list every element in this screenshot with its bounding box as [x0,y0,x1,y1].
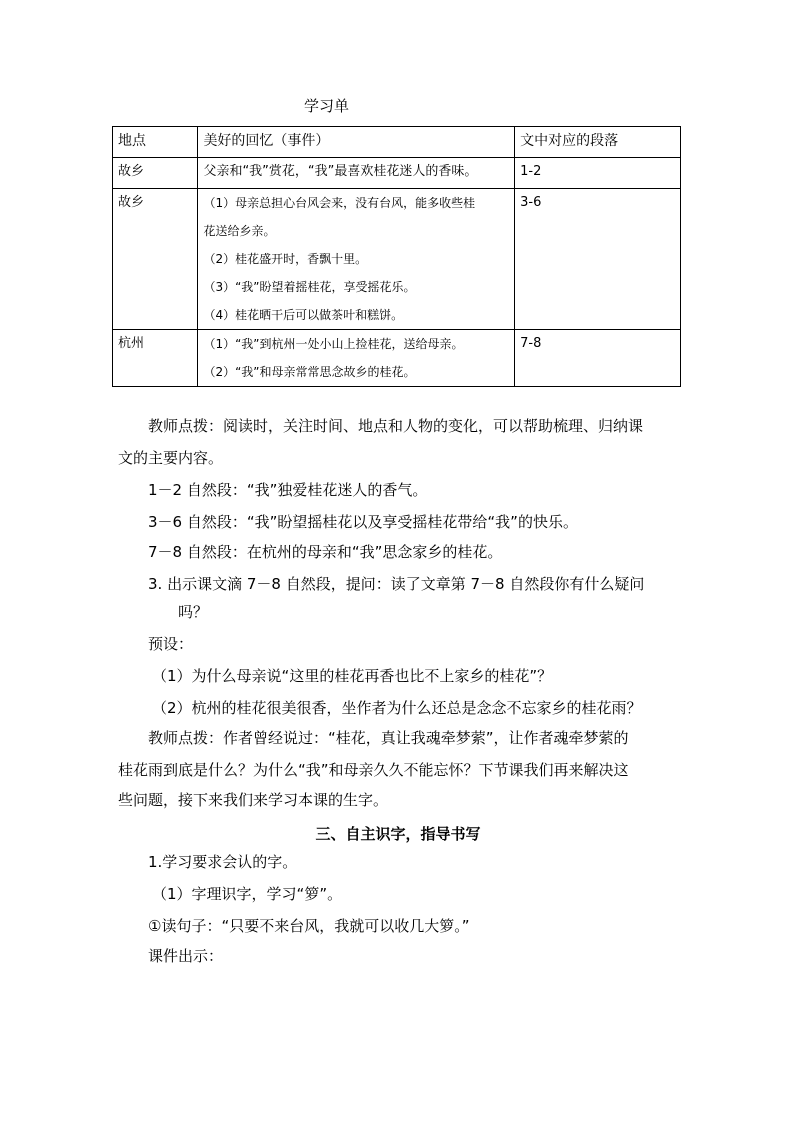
table-row [113,158,681,189]
cell-paragraphs: 1-2 [515,158,681,189]
table-title: 学习单 [304,97,350,115]
teacher-note-2-cont: 桂花雨到底是什么？为什么“我”和母亲久久不能忘怀？下节课我们再来解决这 [118,761,629,779]
cell-paragraphs: 7-8 [515,330,681,387]
section-heading: 三、自主识字，指导书写 [315,825,481,843]
cell-events [198,189,515,330]
courseware-label: 课件出示： [148,947,224,965]
event-line: （2）桂花盛开时，香飘十里。 [203,252,368,266]
event-line: （3）“我”盼望着摇桂花，享受摇花乐。 [203,280,416,294]
cell-place: 杭州 [113,330,198,387]
summary-1: 1－2 自然段：“我”独爱桂花迷人的香气。 [148,481,428,499]
table-row [113,330,681,387]
summary-2: 3－6 自然段：“我”盼望摇桂花以及享受摇桂花带给“我”的快乐。 [148,513,578,531]
step-3-cont: 吗？ [178,603,209,621]
cell-events [198,330,515,387]
table-row [113,189,681,330]
event-line: 父亲和“我”赏花，“我”最喜欢桂花迷人的香味。 [203,164,478,179]
summary-3: 7－8 自然段：在杭州的母亲和“我”思念家乡的桂花。 [148,543,503,561]
preset-1: （1）为什么母亲说“这里的桂花再香也比不上家乡的桂花”？ [152,667,553,685]
header-events: 美好的回忆（事件） [198,127,515,158]
event-line: 花送给乡亲。 [203,224,276,238]
study-sheet-table [112,126,681,387]
header-paragraphs: 文中对应的段落 [515,127,681,158]
teacher-note-1-cont: 文的主要内容。 [118,449,224,467]
event-line: （2）“我”和母亲常常思念故乡的桂花。 [203,365,416,379]
preset-2: （2）杭州的桂花很美很香，坐作者为什么还总是念念不忘家乡的桂花雨？ [152,699,642,717]
step-3: 3. 出示课文滴 7－8 自然段，提问：读了文章第 7－8 自然段你有什么疑问 [148,575,645,593]
cell-events [198,158,515,189]
cell-place: 故乡 [113,189,198,330]
event-line: （4）桂花晒干后可以做茶叶和糕饼。 [203,308,404,322]
table-header-row [113,127,681,158]
teacher-note-2: 教师点拨：作者曾经说过：“桂花，真让我魂牵梦萦”，让作者魂牵梦萦的 [148,729,629,747]
event-line: （1）母亲总担心台风会来，没有台风，能多收些桂 [203,196,476,210]
item-1-sub-1: （1）字理识字，学习“箩”。 [152,885,343,903]
cell-paragraphs: 3-6 [515,189,681,330]
teacher-note-1: 教师点拨：阅读时，关注时间、地点和人物的变化，可以帮助梳理、归纳课 [148,417,644,435]
event-line: （1）“我”到杭州一处小山上捡桂花，送给母亲。 [203,337,464,351]
item-1: 1.学习要求会认的字。 [148,853,298,871]
header-place: 地点 [113,127,198,158]
cell-place: 故乡 [113,158,198,189]
item-1-read-sentence: ①读句子：“只要不来台风，我就可以收几大箩。” [148,917,470,935]
teacher-note-2-end: 些问题，接下来我们来学习本课的生字。 [118,791,389,809]
preset-label: 预设： [148,635,194,653]
